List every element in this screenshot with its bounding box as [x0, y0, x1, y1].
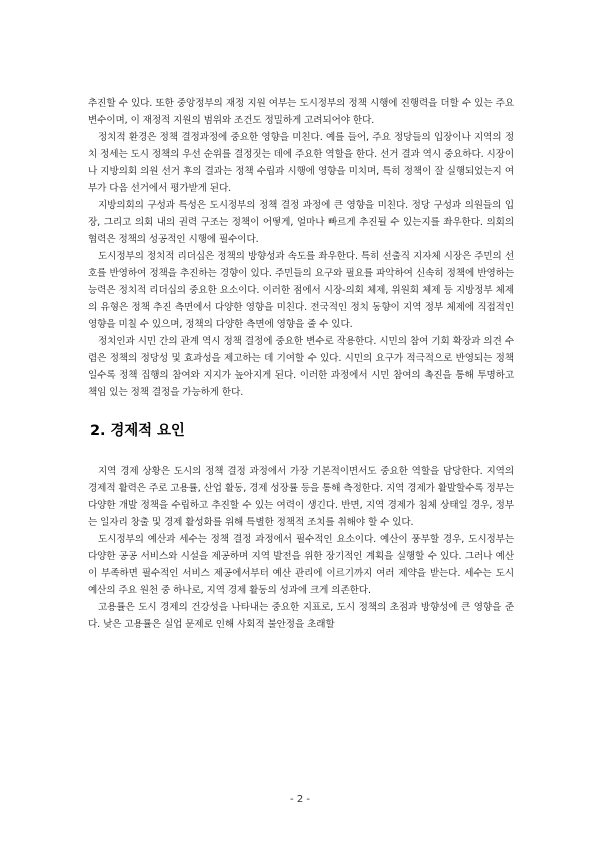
- paragraph: 지방의회의 구성과 특성은 도시정부의 정책 결정 과정에 큰 영향을 미친다. 정당 구성과 의원들의 입장, 그리고 의회 내의 권력 구조는 정책이 어떻게, 얼마나 빠르게 추진될 수 있는지를 좌우한다. 의회의 협력은 정책의 성공적인 시행에 필수이다.: [88, 200, 514, 245]
- body-text: [88, 95, 514, 633]
- page-number: - 2 -: [290, 794, 310, 805]
- paragraph: 추진할 수 있다. 또한 중앙정부의 재정 지원 여부는 도시정부의 정책 시행에 진행력을 더할 수 있는 주요 변수이며, 이 재정적 지원의 범위와 조건도 정밀하게 고려되어야 한다.: [88, 98, 514, 126]
- paragraph: 정치적 환경은 정책 결정과정에 중요한 영향을 미친다. 예를 들어, 주요 정당들의 입장이나 지역의 정치 정세는 도시 정책의 우선 순위를 결정짓는 데에 주요한 역할을 한다. 선거 결과 역시 중요하다. 시장이나 지방의회 의원 선거 후의 결과는 정책 수립과 시행에 영향을 미치며, 특히 정책이 잘 실행되었는지 여부가 다음 선거에서 평가받게 된다.: [88, 132, 515, 194]
- paragraph: 정치인과 시민 간의 관계 역시 정책 결정에 중요한 변수로 작용한다. 시민의 참여 기회 확장과 의견 수렴은 정책의 정당성 및 효과성을 제고하는 데 기여할 수 있다. 시민의 요구가 적극적으로 반영되는 정책일수록 정책 집행의 참여와 지지가 높아지게 된다. 이러한 과정에서 시민 참여의 촉진을 통해 투명하고 책임 있는 정책 결정을 가능하게 한다.: [88, 336, 514, 398]
- paragraph: 도시정부의 예산과 세수는 정책 결정 과정에서 필수적인 요소이다. 예산이 풍부할 경우, 도시정부는 다양한 공공 서비스와 시설을 제공하며 지역 발전을 위한 장기적인 계획을 실행할 수 있다. 그러나 예산이 부족하면 필수적인 서비스 제공에서부터 예산 관리에 이르기까지 여러 제약을 받는다. 세수는 도시 예산의 주요 원천 중 하나로, 지역 경제 활동의 성과에 크게 의존한다.: [88, 534, 514, 596]
- paragraph: 고용률은 도시 경제의 건강성을 나타내는 중요한 지표로, 도시 정책의 초점과 방향성에 큰 영향을 준다. 낮은 고용률은 실업 문제로 인해 사회적 불안정을 초래할: [88, 602, 514, 630]
- paragraph: 도시정부의 정치적 리더십은 정책의 방향성과 속도를 좌우한다. 특히 선출직 지자체 시장은 주민의 선호를 반영하여 정책을 추진하는 경향이 있다. 주민들의 요구와 필요를 파악하여 신속히 정책에 반영하는 능력은 정치적 리더십의 중요한 요소이다. 이러한 점에서 시장-의회 체제, 위원회 체제 등 지방정부 체제의 유형은 정책 추진 측면에서 다양한 영향을 미친다. 전국적인 정치 동향이 지역 정부 체제에 직접적인 영향을 미칠 수 있으며, 정책의 다양한 측면에 영향을 줄 수 있다.: [88, 251, 514, 330]
- section-heading: 2. 경제적 요인: [90, 423, 185, 439]
- paragraph: 지역 경제 상황은 도시의 정책 결정 과정에서 가장 기본적이면서도 중요한 역할을 담당한다. 지역의 경제적 활력은 주로 고용률, 산업 활동, 경제 성장률 등을 통해 측정한다. 지역 경제가 활발할수록 정부는 다양한 개발 정책을 수립하고 추진할 수 있는 여력이 생긴다. 반면, 지역 경제가 침체 상태일 경우, 정부는 일자리 창출 및 경제 활성화를 위해 특별한 정책적 조치를 취해야 할 수 있다.: [88, 466, 515, 528]
